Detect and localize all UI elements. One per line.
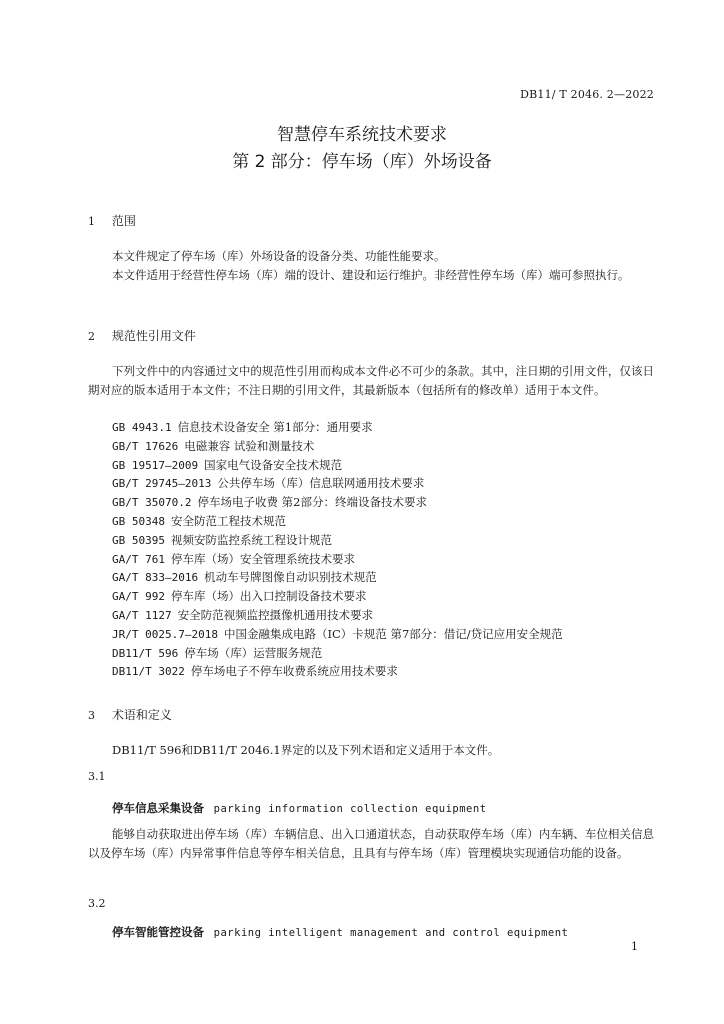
reference-item bbox=[112, 456, 563, 475]
section-title: 范围 bbox=[111, 214, 136, 228]
term-number: 3.1 bbox=[88, 770, 106, 783]
reference-item bbox=[112, 437, 563, 456]
reference-list bbox=[112, 418, 563, 681]
reference-item bbox=[112, 587, 563, 606]
reference-title: 公共停车场（库）信息联网通用技术要求 bbox=[217, 476, 425, 491]
reference-item bbox=[112, 493, 563, 512]
reference-code: GA/T 761 bbox=[112, 552, 165, 566]
term-chinese: 停车智能管控设备 bbox=[112, 925, 204, 939]
reference-title: 停车库（场）出入口控制设备技术要求 bbox=[170, 589, 367, 604]
reference-title: 停车库（场）安全管理系统技术要求 bbox=[170, 551, 355, 566]
reference-title: 安全防范视频监控摄像机通用技术要求 bbox=[177, 607, 374, 622]
reference-item bbox=[112, 606, 563, 625]
reference-code: GB 4943.1 bbox=[112, 421, 172, 434]
section-heading-scope bbox=[88, 212, 136, 229]
section-heading-terms bbox=[88, 706, 172, 723]
reference-code: GB/T 29745—2013 bbox=[112, 477, 212, 491]
section-title: 规范性引用文件 bbox=[111, 329, 196, 343]
reference-code: GA/T 1127 bbox=[112, 608, 172, 622]
scope-paragraph-1: 本文件规定了停车场（库）外场设备的设备分类、功能性能要求。 bbox=[112, 249, 446, 263]
term-definition: 能够自动获取进出停车场（库）车辆信息、出入口通道状态，自动获取停车场（库）内车辆、车位相关信息以及停车场（库）内异常事件信息等停车相关信息，且具有与停车场（库）管理模块实现通信功能的设备。 bbox=[88, 827, 654, 860]
section-heading-normative-references bbox=[88, 327, 196, 344]
normative-intro-paragraph: 下列文件中的内容通过文中的规范性引用而构成本文件必不可少的条款。其中，注日期的引用文件，仅该日期对应的版本适用于本文件；不注日期的引用文件，其最新版本（包括所有的修改单）适用于本文件。 bbox=[88, 364, 654, 397]
reference-title: 停车场（库）运营服务规范 bbox=[184, 645, 323, 660]
reference-code: GA/T 833—2016 bbox=[112, 571, 199, 585]
reference-item bbox=[112, 550, 563, 569]
reference-title: 信息技术设备安全 第1部分：通用要求 bbox=[177, 420, 373, 434]
section-number: 3 bbox=[88, 709, 95, 722]
term-english: parking intelligent management and control equipment bbox=[213, 927, 569, 939]
reference-title: 停车场电子收费 第2部分：终端设备技术要求 bbox=[197, 495, 427, 510]
reference-item bbox=[112, 644, 563, 663]
document-code: DB11/ T 2046. 2—2022 bbox=[520, 88, 654, 101]
reference-code: DB11/T 596 bbox=[112, 646, 179, 660]
section-number: 2 bbox=[88, 330, 95, 343]
terms-intro-paragraph: DB11/T 596和DB11/T 2046.1界定的以及下列术语和定义适用于本文件。 bbox=[112, 743, 500, 757]
reference-title: 中国金融集成电路（IC）卡规范 第7部分：借记/贷记应用安全规范 bbox=[223, 626, 563, 641]
reference-code: GB/T 17626 bbox=[112, 439, 179, 453]
reference-title: 机动车号牌图像自动识别技术规范 bbox=[204, 570, 377, 585]
section-number: 1 bbox=[88, 215, 95, 228]
reference-title: 国家电气设备安全技术规范 bbox=[204, 457, 343, 472]
reference-code: DB11/T 3022 bbox=[112, 665, 185, 679]
reference-item bbox=[112, 625, 563, 644]
reference-item bbox=[112, 531, 563, 550]
document-subtitle: 第 2 部分：停车场（库）外场设备 bbox=[232, 152, 492, 172]
reference-code: GB 50395 bbox=[112, 533, 165, 547]
reference-title: 安全防范工程技术规范 bbox=[170, 513, 286, 528]
scope-paragraph-2: 本文件适用于经营性停车场（库）端的设计、建设和运行维护。非经营性停车场（库）端可参照执行。 bbox=[112, 268, 630, 282]
term-english: parking information collection equipment bbox=[213, 803, 487, 815]
reference-code: GB 50348 bbox=[112, 514, 165, 528]
reference-code: GA/T 992 bbox=[112, 590, 165, 604]
reference-item bbox=[112, 568, 563, 587]
reference-item bbox=[112, 474, 563, 493]
document-title: 智慧停车系统技术要求 bbox=[277, 125, 447, 145]
reference-title: 电磁兼容 试验和测量技术 bbox=[184, 438, 315, 453]
reference-title: 视频安防监控系统工程设计规范 bbox=[170, 532, 332, 547]
section-title: 术语和定义 bbox=[111, 708, 172, 722]
page-number: 1 bbox=[631, 940, 638, 953]
term-number: 3.2 bbox=[88, 897, 106, 910]
reference-code: JR/T 0025.7—2018 bbox=[112, 627, 218, 641]
reference-item bbox=[112, 418, 563, 437]
reference-item bbox=[112, 512, 563, 531]
reference-title: 停车场电子不停车收费系统应用技术要求 bbox=[190, 664, 398, 679]
reference-code: GB/T 35070.2 bbox=[112, 496, 192, 510]
term-heading bbox=[112, 800, 487, 816]
term-heading bbox=[112, 924, 568, 940]
reference-item bbox=[112, 662, 563, 681]
reference-code: GB 19517—2009 bbox=[112, 458, 199, 472]
term-chinese: 停车信息采集设备 bbox=[112, 801, 204, 815]
